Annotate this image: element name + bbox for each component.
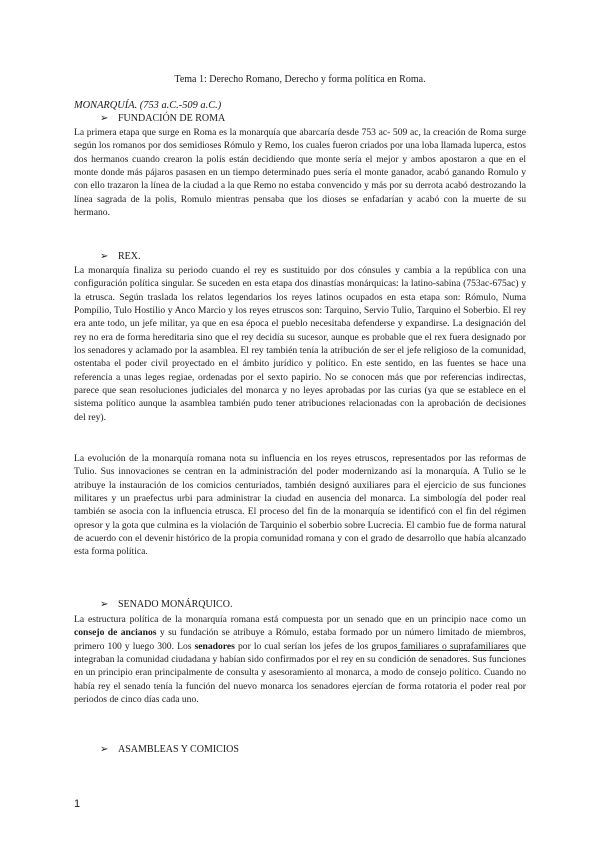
bold-term-consejo: consejo de ancianos — [74, 627, 157, 639]
underlined-term: familiares o suprafamiliares — [397, 640, 510, 652]
section-heading-text: SENADO MONÁRQUICO. — [118, 599, 233, 610]
text-run: por lo cual serían los jefes de los grupos — [234, 640, 398, 652]
text-run: que integraban la comunidad ciudadana y habían sido confirmados por el rey en su condición de senadores. Sus funciones en un principio eran principalmente de consulta y asesoramiento al monarca, a modo de consejo político. Cuando no había rey el senado tenía la función del nuevo monarca los senadores ejercían de forma rotatoria el poder real por periodos de cinco días cada uno. — [74, 640, 526, 706]
section-heading-asambleas — [100, 743, 239, 756]
document-title: Tema 1: Derecho Romano, Derecho y forma política en Roma. — [174, 74, 426, 85]
text-run: y su fundación se atribuye a Rómulo, estaba formado por un número limitado de miembros, primero 100 y luego 300. Los — [74, 627, 527, 652]
section-heading-senado — [100, 598, 232, 611]
paragraph-rex: La monarquía finaliza su periodo cuando el rey es sustituido por dos cónsules y cambia a la república con una configuración política singular. Se suceden en esta etapa dos dinastías monárquicas: la latino-sabina (753ac-675ac) y la etrusca. Según traslada los relatos legendarios los reyes latinos ocupados en esta etapa son: Rómulo, Numa Pompilio, Tulo Hostilio y Anco Marcio y los reyes etruscos son: Tarquino, Servio Tulio, Tarquino el Soberbio. El rey era ante todo, un jefe militar, ya que en esa época el pueblo necesitaba defenderse y expandirse. La designación del rey no era de forma hereditaria sino que el rey decidía su sucesor, aunque es probable que el rex fuera designado por los senadores y aclamado por la asamblea. El rey también tenía la atribución de ser el jefe religioso de la comunidad, ostentaba el poder civil proyectado en el ámbito jurídico y político. En este sentido, en las fuentes se hace una referencia a unas leges regiae, ordenadas por el sexto papirio. No se conocen más que por referencias indirectas, parece que sean resoluciones judiciales del monarca y no leyes aprobadas por las curias (ya que se establece en el sistema político aunque la asamblea también pudo tener atribuciones relacionadas con la aprobación de decisiones del rey). — [74, 265, 526, 423]
bullet-arrow-icon: ➢ — [100, 251, 109, 262]
page-number: 1 — [74, 798, 81, 810]
bullet-arrow-icon: ➢ — [100, 599, 109, 610]
section-heading-text: REX. — [118, 251, 141, 262]
bold-term-senadores: senadores — [194, 640, 235, 652]
section-heading-text: FUNDACIÓN DE ROMA — [118, 113, 226, 124]
bullet-arrow-icon: ➢ — [100, 744, 109, 755]
monarquia-heading: MONARQUÍA. (753 a.C.-509 a.C.) — [74, 100, 222, 111]
section-heading-fundacion — [100, 112, 225, 125]
text-run: La estructura política de la monarquía romana está compuesta por un senado que en un principio nace como un — [74, 614, 526, 625]
section-heading-rex — [100, 250, 141, 263]
section-heading-text: ASAMBLEAS Y COMICIOS — [118, 744, 239, 755]
paragraph-senado — [74, 613, 526, 706]
paragraph-fundacion: La primera etapa que surge en Roma es la monarquía que abarcaría desde 753 ac- 509 ac, la creación de Roma surge según los romanos por dos semidioses Rómulo y Remo, los cuales fueron criados por una loba llamada luperca, estos dos hermanos cuando crearon la polis están decidiendo que monte sería el mejor y ambos apostaron a que en el monte donde más pájaros pasasen en un tiempo determinado pues sería el monte ganador, acabó ganando Romulo y con ello trazaron la línea de la ciudad a la que Remo no estaba convencido y más por su derrota acabó destrozando la línea sagrada de la polis, Romulo mientras pensaba que los dioses se enfadarían y acabó con la muerte de su hermano. — [74, 127, 526, 219]
bullet-arrow-icon: ➢ — [100, 113, 109, 124]
paragraph-evolucion: La evolución de la monarquía romana nota su influencia en los reyes etruscos, representados por las reformas de Tulio. Sus innovaciones se centran en la administración del poder modernizando así la monarquía. A Tulio se le atribuye la instauración de los comicios centuriados, también designó auxiliares para el ejercicio de sus funciones militares y un praefectus urbi para administrar la ciudad en ausencia del monarca. La simbología del poder real también se asocia con la influencia etrusca. El proceso del fin de la monarquía se identificó con el fin del régimen opresor y la gota que culmina es la violación de Tarquinio el soberbio sobre Lucrecia. El cambio fue de forma natural de acuerdo con el devenir histórico de la propia comunidad romana y con el grado de desarrollo que había alcanzado esta forma política. — [74, 453, 526, 558]
